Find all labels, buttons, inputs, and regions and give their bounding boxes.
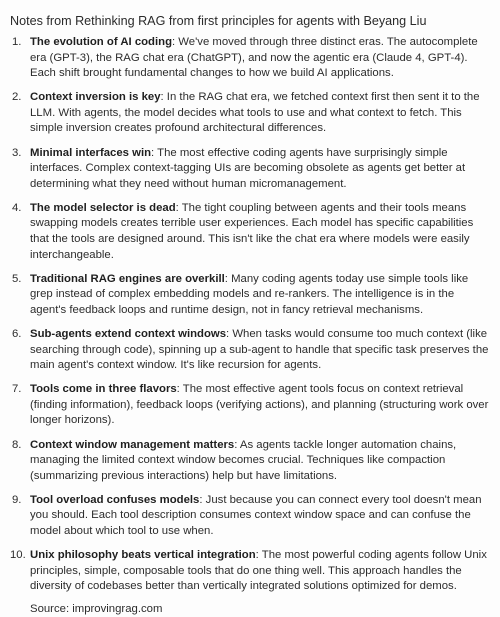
item-number: 4. [12, 201, 22, 214]
item-number: 5. [12, 272, 22, 285]
item-number: 6. [12, 328, 22, 340]
item-number: 7. [12, 383, 22, 396]
item-heading: Sub-agents extend context windows [30, 328, 227, 340]
note-item [10, 438, 490, 485]
item-text: : The most effective coding agents have surprisingly simple interfaces. Complex context-tagging UIs are becoming obsolete as agents get better at determining what they need without human micromanagement. [30, 146, 466, 190]
item-text: : When tasks would consume too much context (like searching through code), spinning up a sub-agent to handle that specific task preserves the main agent's context window. It's like recursion for agents. [30, 328, 489, 372]
item-heading: The evolution of AI coding [30, 36, 172, 48]
item-text: : The most effective agent tools focus on context retrieval (finding information), feedback loops (verifying actions), and planning (structuring work over longer horizons). [30, 383, 489, 427]
item-text: : Many coding agents today use simple tools like grep instead of complex embedding models and re-rankers. The intelligence is in the agent's feedback loops and runtime design, not in fancy retrieval mechanisms. [30, 272, 469, 316]
item-number: 8. [12, 438, 22, 451]
item-heading: The model selector is dead [30, 201, 176, 214]
item-heading: Context inversion is key [30, 91, 161, 104]
note-item [10, 327, 490, 374]
note-item [10, 201, 490, 263]
item-number: 1. [12, 36, 22, 48]
item-heading: Minimal interfaces win [30, 146, 152, 159]
item-number: 9. [12, 493, 22, 506]
item-heading: Context window management matters [30, 438, 235, 451]
note-item [10, 548, 490, 595]
note-item [10, 146, 490, 193]
item-heading: Tools come in three flavors [30, 383, 177, 396]
item-number: 3. [12, 146, 22, 159]
item-heading: Traditional RAG engines are overkill [30, 272, 225, 285]
document-title: Notes from Rethinking RAG from first principles for agents with Beyang Liu [10, 14, 427, 28]
item-text: : As agents tackle longer automation chains, managing the limited context window becomes crucial. Techniques like compaction (summarizing previous interactions) help but have limitations. [30, 438, 457, 482]
item-number: 10. [10, 549, 26, 562]
note-item [10, 35, 490, 82]
item-heading: Tool overload confuses models [30, 493, 200, 506]
note-item [10, 90, 490, 137]
item-text: : The most powerful coding agents follow Unix principles, simple, composable tools that do one thing well. This approach handles the diversity of codebases better than vertically integrated solutions optimized for demos. [30, 549, 487, 593]
item-text: : Just because you can connect every tool doesn't mean you should. Each tool description consumes context window space and can confuse the model about which tool to use when. [30, 493, 482, 538]
source-line: Source: improvingrag.com [30, 603, 163, 616]
note-item [10, 493, 490, 540]
item-heading: Unix philosophy beats vertical integration [30, 549, 256, 562]
item-text: : The tight coupling between agents and their tools means swapping models creates terrible user experiences. Each model has specific capabilities that the tools are designed around. This isn't like the chat era where models were easily interchangeable. [30, 201, 474, 261]
item-text: : We've moved through three distinct eras. The autocomplete era (GPT-3), the RAG chat era (ChatGPT), and now the agentic era (Claude 4, GPT-4). Each shift brought fundamental changes to how we build AI applications. [30, 36, 478, 80]
item-text: : In the RAG chat era, we fetched context first then sent it to the LLM. With agents, the model decides what tools to use and what context to fetch. This simple inversion creates profound architectural differences. [30, 91, 480, 135]
notes-list [10, 35, 490, 595]
note-item [10, 272, 490, 319]
item-number: 2. [12, 91, 22, 104]
note-item [10, 382, 490, 429]
